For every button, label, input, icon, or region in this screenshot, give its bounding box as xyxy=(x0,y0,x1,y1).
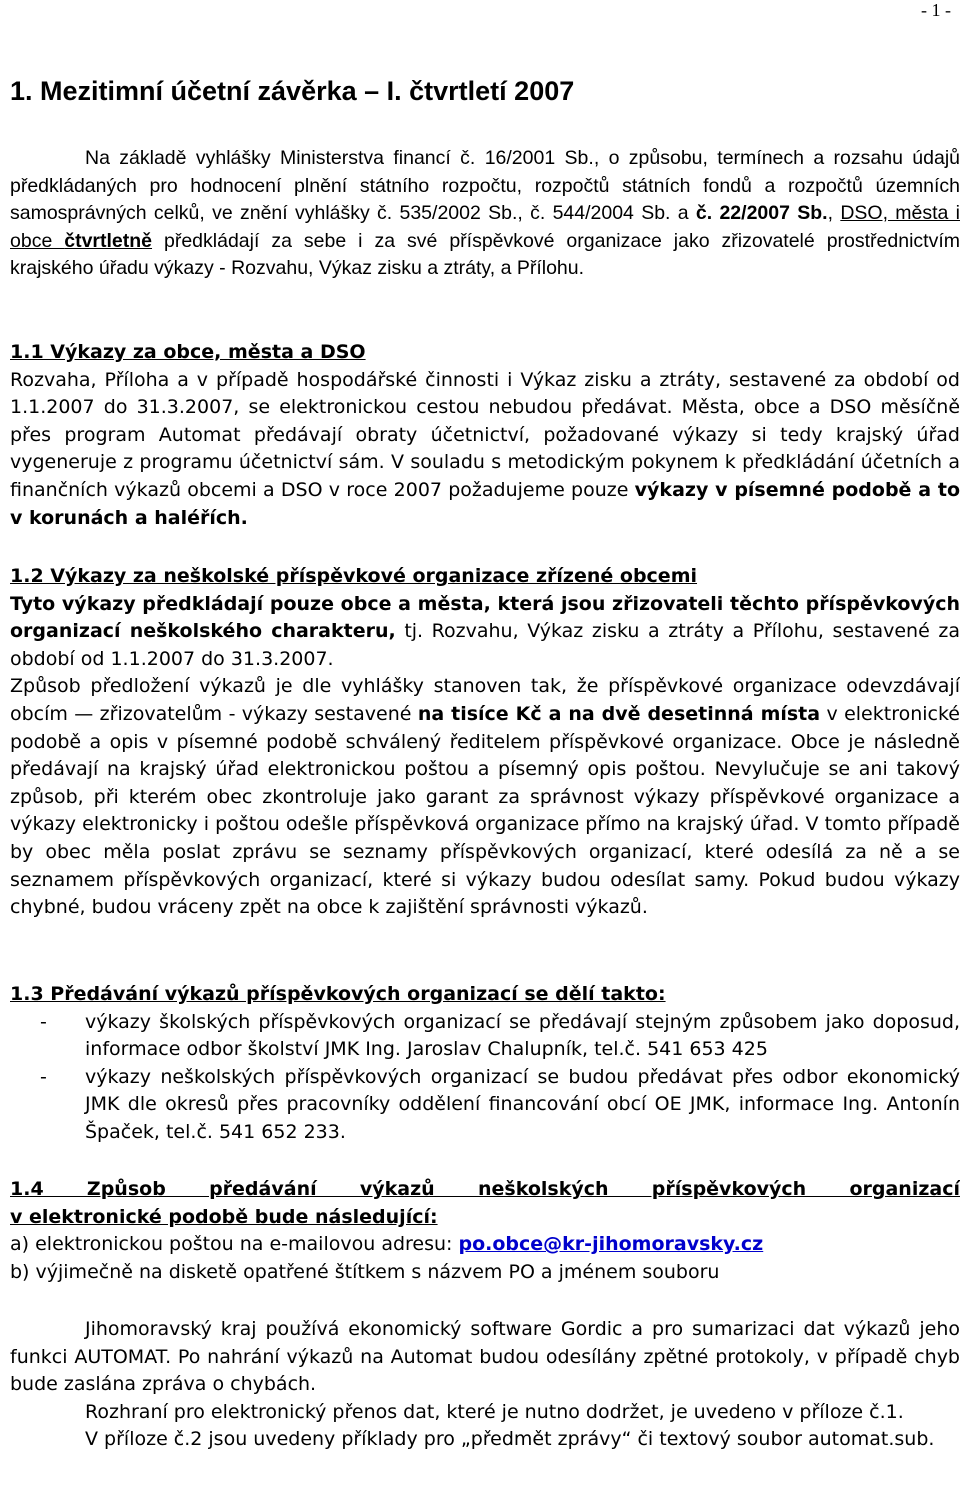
section-1-1 xyxy=(10,339,960,532)
page-number: - 1 - xyxy=(921,0,951,20)
s12-bold-a: Tyto výkazy předkládají pouze obce a města, která jsou zřizovateli těchto příspěvkových organizací neškolského charakteru, xyxy=(10,592,960,643)
section-1-2-heading: 1.2 Výkazy za neškolské příspěvkové organizace zřízené obcemi xyxy=(10,565,698,587)
s11-text-a: Rozvaha, Příloha a v případě hospodářské činnosti i Výkaz zisku a ztráty, sestavené za období od 1.1.2007 do 31.3.2007, se elektronickou cestou nebudou předávat. xyxy=(10,368,960,419)
section-1-2-text-2 xyxy=(10,673,960,921)
section-1-4-heading-line2: v elektronické podobě bude následující: xyxy=(10,1205,438,1228)
closing-paragraph-2: Rozhraní pro elektronický přenos dat, které je nutno dodržet, je uvedeno v příloze č.1. xyxy=(85,1400,904,1423)
s11-text-c: V souladu s metodickým pokynem k předkládání účetních a finančních výkazů obcemi a DSO v roce 2007 požadujeme pouze xyxy=(10,451,960,501)
email-link[interactable]: po.obce@kr-jihomoravsky.cz xyxy=(458,1233,764,1256)
page-title: 1. Mezitimní účetní závěrka – I. čtvrtletí 2007 xyxy=(10,76,575,106)
s11-text-b: Města, obce a DSO měsíčně přes program Automat předávají obraty účetnictví, požadované výkazy si tedy krajský úřad vygeneruje z programu účetnictví sám. xyxy=(10,396,960,474)
section-1-2 xyxy=(10,563,960,922)
list-dash: - xyxy=(40,1010,47,1033)
list-item xyxy=(10,1064,960,1147)
section-1-4 xyxy=(10,1176,960,1286)
section-1-3 xyxy=(10,981,960,1147)
section-1-2-text-1 xyxy=(10,591,960,674)
s11-text-bold: výkazy v písemné podobě a to v korunách a haléřích. xyxy=(10,478,960,529)
option-a xyxy=(10,1231,960,1259)
list-item-text: výkazy školských příspěvkových organizací se předávají stejným způsobem jako doposud, informace odbor školství JMK Ing. Jaroslav Chalupník, tel.č. 541 653 425 xyxy=(85,1010,960,1061)
s12-text-c: v elektronické podobě a opis v písemné podobě schválený ředitelem příspěvkové organizace. Obce je následně předávají na krajský úřad elektronickou poštou a písemný opis poštou. Nevylučuje se ani takový způsob, při kterém obec zkontroluje jako garant za správnost výkazy příspěvkové organizace a výkazy elektronicky i poštou odešle příspěvková organizace přímo na krajský úřad. V tomto případě by obec měla poslat zprávu se seznamy příspěvkových organizací, které odesílá za ně a se seznamem příspěvkových organizací, které si výkazy budou odesílat samy. Pokud budou výkazy chybné, budou vráceny zpět na obce k zajištění správnosti výkazů. xyxy=(10,702,960,919)
section-1-4-heading-line1: 1.4 Způsob předávání výkazů neškolských příspěvkových organizací xyxy=(10,1178,960,1200)
closing-paragraph-1: Jihomoravský kraj používá ekonomický software Gordic a pro sumarizaci dat výkazů jeho funkci AUTOMAT. Po nahrání výkazů na Automat budou odesílány zpětné protokoly, v případě chyb bude zaslána zpráva o chybách. xyxy=(10,1318,960,1396)
intro-text-b: , xyxy=(827,202,841,225)
option-b: b) výjimečně na disketě opatřené štítkem s názvem PO a jménem souboru xyxy=(10,1260,720,1283)
closing-paragraph-3: V příloze č.2 jsou uvedeny příklady pro „předmět zprávy“ či textový soubor automat.sub. xyxy=(85,1428,935,1451)
s12-bold-b: na tisíce Kč a na dvě desetinná místa xyxy=(417,702,821,725)
list-item xyxy=(10,1009,960,1064)
intro-decree: č. 22/2007 Sb. xyxy=(695,202,828,225)
list-dash: - xyxy=(40,1065,47,1088)
intro-text-a: Na základě vyhlášky Ministerstva financí č. 16/2001 Sb., o způsobu, termínech a rozsahu údajů předkládaných pro hodnocení plnění státního rozpočtu, rozpočtů státních fondů a rozpočtů územních samosprávných celků, ve znění vyhlášky č. 535/2002 Sb., č. 544/2004 Sb. a xyxy=(10,147,960,225)
closing-paragraphs xyxy=(10,1316,960,1454)
section-1-1-heading: 1.1 Výkazy za obce, města a DSO xyxy=(10,341,366,363)
s12-text-b: Způsob předložení výkazů je dle vyhlášky stanoven tak, že příspěvkové organizace odevzdávají obcím — zřizovatelům - výkazy sestavené xyxy=(10,675,960,725)
option-a-text: a) elektronickou poštou na e-mailovou adresu: xyxy=(10,1233,459,1256)
intro-subjects: DSO, města i obce xyxy=(10,202,960,252)
intro-text-c: předkládají za sebe i za své příspěvkové organizace jako zřizovatelé prostřednictvím krajského úřadu výkazy - Rozvahu, Výkaz zisku a ztráty, a Přílohu. xyxy=(10,229,960,280)
list-item-text: výkazy neškolských příspěvkových organizací se budou předávat přes odbor ekonomický JMK dle okresů přes pracovníky oddělení financování obcí OE JMK, informace Ing. Antonín Špaček, tel.č. 541 652 233. xyxy=(85,1065,960,1143)
section-1-1-text xyxy=(10,367,960,533)
intro-quarterly: čtvrtletně xyxy=(64,229,153,252)
section-1-3-heading: 1.3 Předávání výkazů příspěvkových organizací se dělí takto: xyxy=(10,983,666,1005)
s12-text-a: tj. Rozvahu, Výkaz zisku a ztráty a Přílohu, sestavené za období od 1.1.2007 do 31.3.2007. xyxy=(10,620,960,670)
intro-paragraph xyxy=(10,145,960,283)
